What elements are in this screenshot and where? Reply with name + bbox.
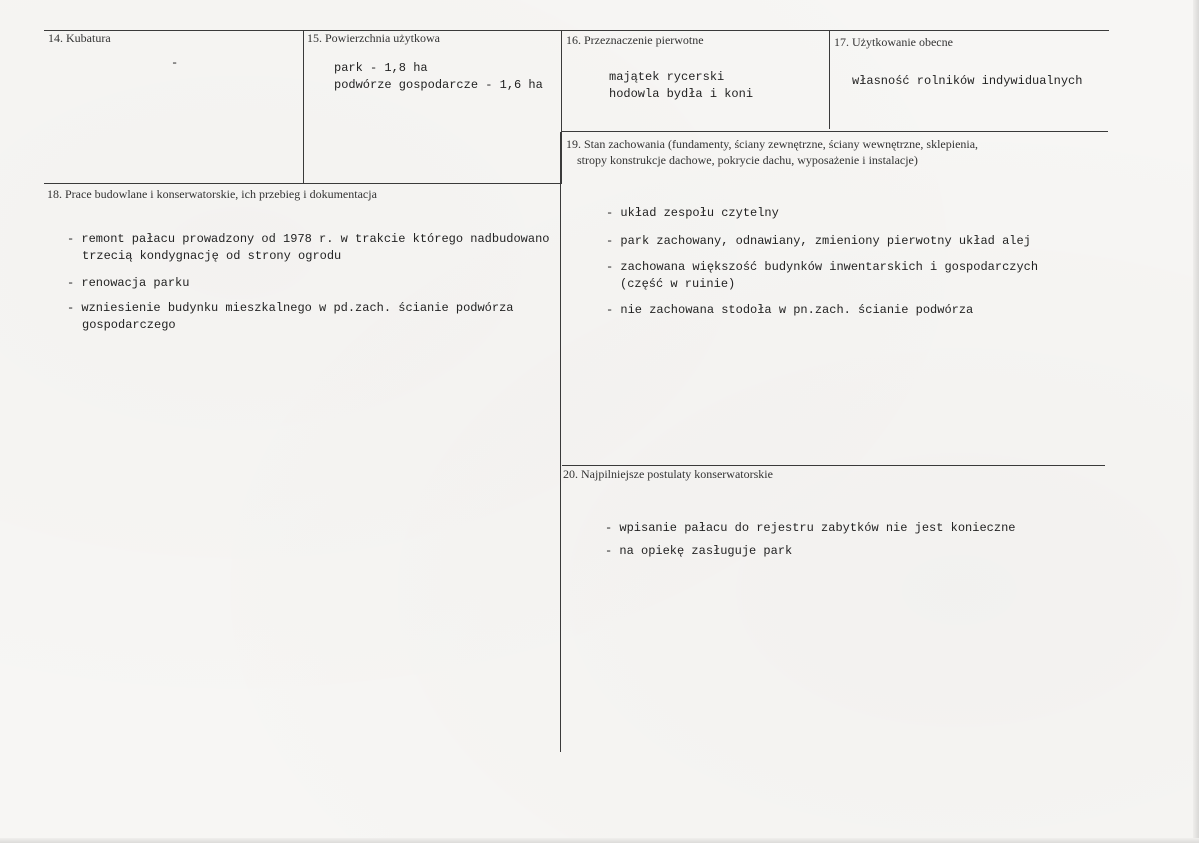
- box17-label: 17. Użytkowanie obecne: [834, 35, 953, 49]
- box19-item3-line1: - zachowana większość budynków inwentarskich i gospodarczych: [606, 260, 1039, 274]
- box19-item1: - układ zespołu czytelny: [606, 206, 779, 220]
- box15-label: 15. Powierzchnia użytkowa: [307, 31, 440, 45]
- box19-label-line2: stropy konstrukcje dachowe, pokrycie dachu, wyposażenie i instalacje): [577, 153, 918, 167]
- box16-label: 16. Przeznaczenie pierwotne: [566, 33, 704, 47]
- box19-label-line1: 19. Stan zachowania (fundamenty, ściany zewnętrzne, ściany wewnętrzne, sklepienia,: [566, 137, 979, 151]
- rule-above-18: [44, 183, 562, 184]
- box14-label: 14. Kubatura: [48, 31, 111, 45]
- divider-14-15: [303, 30, 304, 184]
- box19-item4: - nie zachowana stodoła w pn.zach. ścianie podwórza: [606, 303, 974, 317]
- rule-above-19: [562, 131, 1108, 132]
- box18-label: 18. Prace budowlane i konserwatorskie, ich przebieg i dokumentacja: [47, 187, 377, 201]
- box15-line2: podwórze gospodarcze - 1,6 ha: [334, 78, 543, 92]
- box14-value: -: [171, 56, 179, 70]
- divider-16-17: [829, 31, 830, 129]
- paper-edge-bottom: [0, 838, 1199, 843]
- box16-line2: hodowla bydła i koni: [609, 87, 754, 101]
- box16-line1: majątek rycerski: [609, 70, 725, 84]
- paper-edge-right: [1193, 0, 1199, 843]
- divider-15-16: [561, 30, 562, 184]
- box19-item2: - park zachowany, odnawiany, zmieniony pierwotny układ alej: [606, 234, 1031, 248]
- rule-above-20: [562, 465, 1105, 466]
- top-rule: [44, 30, 1109, 31]
- box18-item1-line2: trzecią kondygnację od strony ogrodu: [82, 249, 342, 263]
- box20-item1: - wpisanie pałacu do rejestru zabytków nie jest konieczne: [605, 521, 1016, 535]
- box18-item1-line1: - remont pałacu prowadzony od 1978 r. w trakcie którego nadbudowano: [67, 232, 550, 246]
- box20-item2: - na opiekę zasługuje park: [605, 544, 793, 558]
- box18-item3-line1: - wzniesienie budynku mieszkalnego w pd.zach. ścianie podwórza: [67, 301, 514, 315]
- box18-item3-line2: gospodarczego: [82, 318, 176, 332]
- box18-item2: - renowacja parku: [67, 276, 190, 290]
- box19-item3-line2: (część w ruinie): [620, 277, 736, 291]
- divider-18-19: [560, 132, 561, 752]
- box20-label: 20. Najpilniejsze postulaty konserwatorskie: [563, 467, 773, 481]
- box17-line1: własność rolników indywidualnych: [852, 74, 1083, 88]
- box15-line1: park - 1,8 ha: [334, 61, 428, 75]
